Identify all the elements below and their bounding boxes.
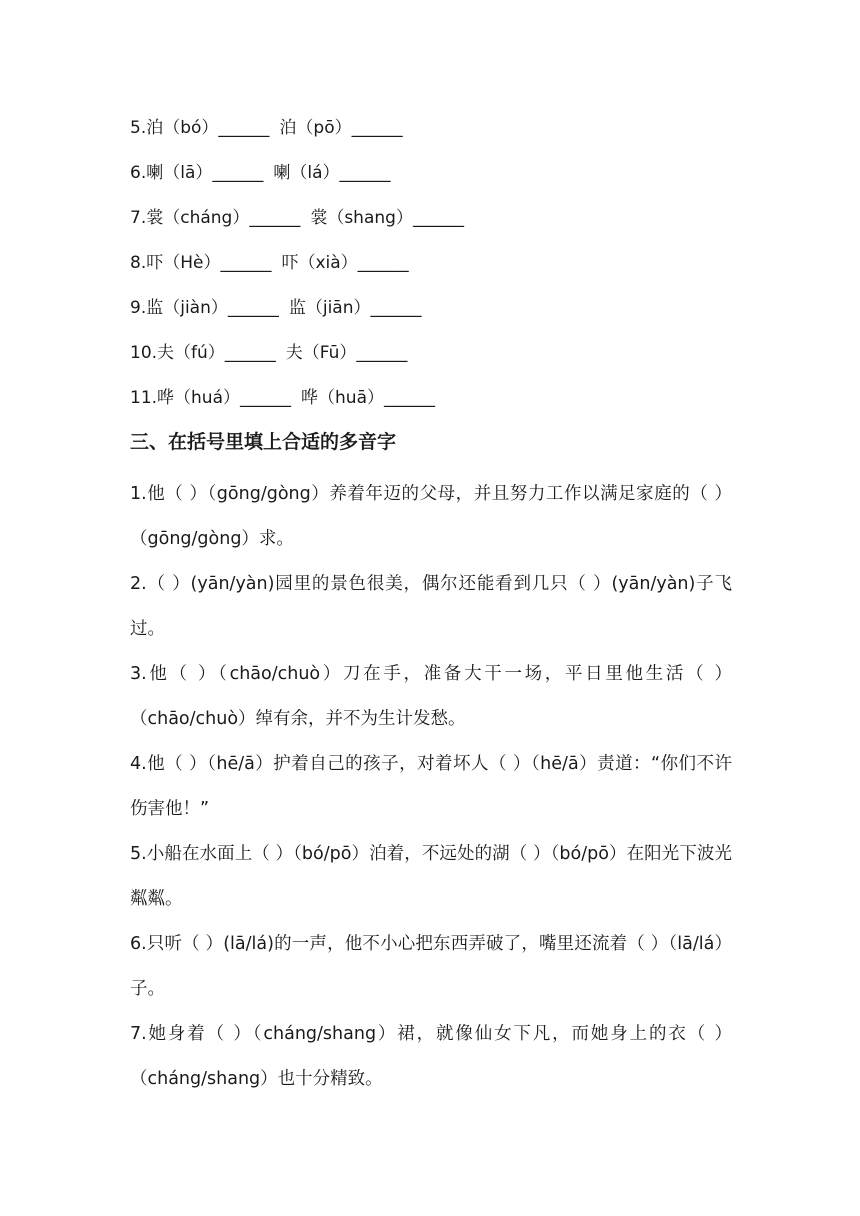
question-item: 3.他（ ）（chāo/chuò）刀在手，准备大干一场，平日里他生活（ ）（chāo/chuò）绰有余，并不为生计发愁。: [130, 664, 732, 729]
question-item: 6.只听（ ）(lā/lá)的一声，他不小心把东西弄破了，嘴里还流着（ ）（lā/lá）子。: [130, 934, 732, 999]
word-pair-first: 6.喇（lā）______: [130, 163, 264, 183]
word-pair-second: 夫（Fū）______: [285, 343, 408, 363]
question-item: 1.他（ ）（gōng/gòng）养着年迈的父母，并且努力工作以满足家庭的（ ）（gōng/gòng）求。: [130, 484, 732, 549]
word-pair-first: 5.泊（bó）______: [130, 118, 270, 138]
word-pair-first: 10.夫（fú）______: [130, 343, 276, 363]
question-item: 5.小船在水面上（ ）（bó/pō）泊着，不远处的湖（ ）（bó/pō）在阳光下波光粼粼。: [130, 844, 732, 909]
word-pair-second: 吓（xià）______: [281, 253, 409, 273]
word-pair-row: [130, 204, 732, 249]
question-item: 7.她身着（ ）（cháng/shang）裙，就像仙女下凡，而她身上的衣（ ）（cháng/shang）也十分精致。: [130, 1024, 732, 1089]
word-pair-row: [130, 384, 732, 429]
word-pair-row: [130, 294, 732, 339]
word-pair-row: [130, 249, 732, 294]
word-pair-second: 泊（pō）______: [279, 118, 403, 138]
word-pair-second: 哗（huā）______: [301, 388, 435, 408]
word-pair-second: 裳（shang）______: [310, 208, 464, 228]
word-pair-row: [130, 339, 732, 384]
word-pair-first: 11.哗（huá）______: [130, 388, 292, 408]
word-pair-second: 喇（lá）______: [273, 163, 391, 183]
word-pair-first: 8.吓（Hè）______: [130, 253, 272, 273]
question-item: 4.他（ ）（hē/ā）护着自己的孩子，对着坏人（ ）（hē/ā）责道：“你们不许伤害他！”: [130, 754, 732, 819]
section-heading: 三、在括号里填上合适的多音字: [130, 431, 397, 453]
pronunciation-word-pair-list: [130, 114, 732, 429]
question-item: 2.（ ）(yān/yàn)园里的景色很美，偶尔还能看到几只（ ）(yān/yàn)子飞过。: [130, 574, 732, 639]
word-pair-first: 7.裳（cháng）______: [130, 208, 301, 228]
word-pair-row: [130, 159, 732, 204]
word-pair-second: 监（jiān）______: [288, 298, 422, 318]
fill-in-question-list: [130, 472, 732, 1102]
word-pair-first: 9.监（jiàn）______: [130, 298, 279, 318]
word-pair-row: [130, 114, 732, 159]
